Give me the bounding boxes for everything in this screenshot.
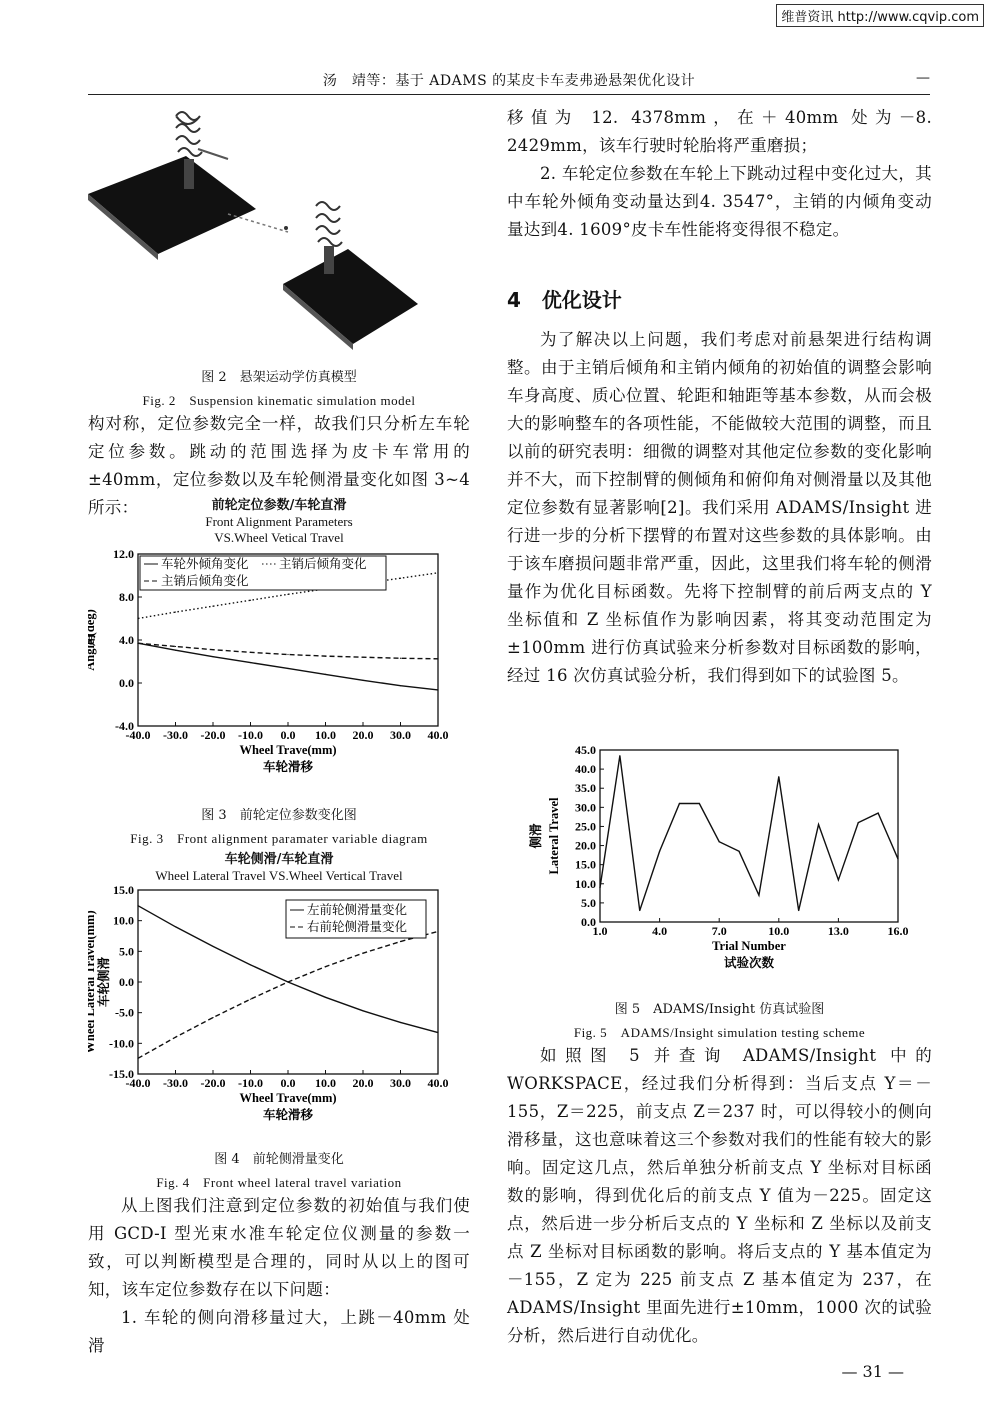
watermark: 维普资讯 http://www.cqvip.com — [776, 4, 984, 27]
fig5-chart — [520, 740, 920, 984]
series-line-1 — [138, 643, 438, 690]
x-axis-label: Wheel Trave(mm) — [239, 743, 337, 757]
paragraph-text: 构对称，定位参数完全一样，故我们只分析左车轮定位参数。跳动的范围选择为皮卡车常用的±40mm，定位参数以及车轮侧滑量变化如图 3~4 所示： — [88, 414, 470, 517]
fig4-title-en: Wheel Lateral Travel VS.Wheel Vertical Travel — [155, 868, 403, 883]
data-point — [250, 999, 251, 1000]
y-tick-label: 0.0 — [581, 915, 596, 929]
right-paragraph-2 — [507, 326, 932, 690]
data-point — [437, 1032, 438, 1033]
series-line-2 — [138, 931, 438, 1058]
data-point — [437, 689, 438, 690]
data-point — [659, 851, 660, 852]
x-tick-label: 7.0 — [711, 924, 727, 938]
data-point — [137, 643, 138, 644]
data-point — [878, 812, 879, 813]
data-point — [250, 964, 251, 965]
legend-label: 左前轮侧滑量变化 — [307, 902, 408, 917]
fig4-caption-cn: 图 4 前轮侧滑量变化 — [214, 1152, 344, 1167]
x-tick-label: 30.0 — [390, 728, 411, 742]
x-tick-label: 1.0 — [592, 924, 608, 938]
paragraph-text: 移值为 12. 4378mm，在＋40mm 处为－8. 2429mm，该车行驶时轮胎将严重磨损； — [507, 108, 932, 155]
y-axis-label: Angle (deg) — [88, 609, 97, 671]
data-point — [325, 997, 326, 998]
x-axis-label-cn: 车轮滑移 — [262, 759, 314, 774]
data-point — [719, 841, 720, 842]
data-point — [325, 656, 326, 657]
data-point — [400, 658, 401, 659]
data-point — [175, 611, 176, 612]
y-tick-label: 8.0 — [119, 590, 134, 604]
fig4-plot — [88, 884, 470, 1146]
y-tick-label: 10.0 — [575, 876, 596, 891]
data-point — [897, 858, 898, 859]
data-point — [175, 650, 176, 651]
fig5-caption-cn: 图 5 ADAMS/Insight 仿真试验图 — [614, 1002, 825, 1017]
suspension-model-image — [88, 104, 470, 354]
paragraph-text: 如照图 5 并查询 ADAMS/Insight 中的 WORKSPACE，经过我们分析得到：当后支点 Y＝－155，Z＝225，前支点 Z＝237 时，可以得较小的侧向滑移量，这也意味着这三个参数对我们的性能有较大的影响。固定这几点，然后单独分析前支点 Y 坐标对目标函数的影响，得到优化后的前支点 Y 值为－225。固定这点，然后进一步分析后支点的 Y 坐标和 Z 坐标以及前支点 Z 坐标对目标函数的影响。将后支点的 Y 基本值定为－155，Z 定为 225 前支点 Z 基本值定为 237，在 ADAMS/Insight 里面先进行±10mm，1000 次的试验分析，然后进行自动优化。 — [507, 1046, 932, 1345]
data-point — [798, 910, 799, 911]
y-tick-label: 30.0 — [575, 800, 596, 815]
x-tick-label: 40.0 — [427, 1076, 449, 1090]
data-point — [437, 931, 438, 932]
x-tick-label: 20.0 — [352, 1076, 374, 1090]
data-point — [250, 652, 251, 653]
data-point — [250, 600, 251, 601]
x-tick-label: 10.0 — [768, 924, 790, 938]
data-point — [287, 654, 288, 655]
fig3-caption-cn: 图 3 前轮定位参数变化图 — [201, 808, 357, 823]
y-tick-label: 5.0 — [119, 944, 134, 959]
paragraph-text: 2. 车轮定位参数在车轮上下跳动过程中变化过大，其中车轮外倾角变动量达到4. 3547°，主销的内倾角变动量达到4. 1609°皮卡车性能将变得很不稳定。 — [507, 164, 932, 239]
x-tick-label: -10.0 — [238, 728, 263, 742]
fig2-caption-en: Fig. 2 Suspension kinematic simulation model — [142, 393, 416, 408]
legend-label: 右前轮侧滑量变化 — [307, 919, 408, 934]
y-axis-label-cn: 车轮侧滑 — [96, 956, 111, 1008]
y-tick-label: 15.0 — [575, 857, 596, 872]
y-tick-label: -4.0 — [115, 719, 134, 733]
legend-label: 车轮外倾角变化 — [161, 556, 249, 571]
y-tick-label: 4.0 — [119, 633, 134, 647]
data-point — [400, 941, 401, 942]
data-point — [778, 776, 779, 777]
y-tick-label: 0.0 — [119, 676, 134, 690]
fig3-title-en-1: Front Alignment Parameters — [205, 514, 353, 529]
x-tick-label: 4.0 — [652, 924, 668, 938]
x-axis-label-cn: 试验次数 — [723, 955, 775, 970]
y-tick-label: 0.0 — [119, 975, 134, 989]
paragraph-text: 从上图我们注意到定位参数的初始值与我们使用 GCD-I 型光束水准车轮定位仪测量的参数一致，可以判断模型是合理的，同时从以上的图可知，该车定位参数存在以下问题： — [88, 1196, 470, 1299]
header-dash: — — [916, 70, 930, 86]
data-point — [287, 668, 288, 669]
y-tick-label: -15.0 — [109, 1067, 134, 1081]
data-point — [287, 594, 288, 595]
fig3-plot — [88, 546, 470, 796]
section-4-heading — [507, 284, 932, 313]
y-axis-label-cn — [88, 634, 97, 647]
y-tick-label: -5.0 — [115, 1005, 134, 1020]
left-paragraph-2 — [88, 1192, 470, 1360]
x-tick-label: -30.0 — [163, 1076, 188, 1090]
x-tick-label: -30.0 — [163, 728, 188, 742]
y-tick-label: 45.0 — [575, 743, 596, 757]
x-tick-label: 20.0 — [352, 728, 374, 742]
x-tick-label: -40.0 — [125, 728, 151, 742]
fig4-caption-en: Fig. 4 Front wheel lateral travel variation — [156, 1175, 402, 1190]
data-point — [250, 662, 251, 663]
data-point — [287, 981, 288, 982]
fig5-caption-en: Fig. 5 ADAMS/Insight simulation testing scheme — [573, 1025, 866, 1040]
data-point — [212, 1017, 213, 1018]
legend-label: 主销后倾角变化 — [279, 556, 367, 571]
data-point — [437, 572, 438, 573]
x-tick-label: -20.0 — [200, 1076, 226, 1090]
x-tick-label: 10.0 — [315, 1076, 336, 1090]
data-point — [212, 606, 213, 607]
fig5-plot — [520, 740, 920, 980]
y-tick-label: 20.0 — [575, 838, 596, 853]
x-tick-label: 0.0 — [280, 728, 296, 742]
data-point — [437, 658, 438, 659]
data-point — [758, 895, 759, 896]
data-point — [212, 946, 213, 947]
data-point — [858, 822, 859, 823]
x-axis-label: Trial Number — [712, 939, 786, 953]
data-point — [679, 803, 680, 804]
data-point — [175, 646, 176, 647]
data-point — [400, 578, 401, 579]
x-tick-label: 16.0 — [887, 924, 909, 938]
section-number: 4 — [507, 288, 521, 312]
page-number: — 31 — — [841, 1362, 904, 1381]
data-point — [212, 656, 213, 657]
data-point — [137, 618, 138, 619]
y-tick-label: 10.0 — [113, 913, 134, 928]
x-tick-label: -10.0 — [238, 1076, 263, 1090]
data-point — [325, 674, 326, 675]
data-point — [838, 879, 839, 880]
data-point — [599, 887, 600, 888]
fig3-title-en-2: VS.Wheel Vetical Travel — [214, 530, 344, 545]
legend-label: 主销后倾角变化 — [161, 573, 249, 588]
data-point — [362, 657, 363, 658]
y-tick-label: 35.0 — [575, 781, 596, 796]
fig3-caption-en: Fig. 3 Front alignment paramater variable diagram — [130, 831, 428, 846]
data-point — [137, 1058, 138, 1059]
x-axis-label: Wheel Trave(mm) — [239, 1091, 337, 1105]
data-point — [619, 755, 620, 756]
y-axis-label: Wheel Lateral Travel(mm) — [88, 910, 97, 1054]
right-paragraphs-1 — [507, 104, 932, 244]
y-tick-label: 5.0 — [581, 895, 596, 910]
fig3-chart — [88, 498, 470, 800]
y-axis-label-cn: 侧滑 — [528, 823, 543, 849]
running-header: 汤 靖等：基于 ADAMS 的某皮卡车麦弗逊悬架优化设计 — [322, 73, 696, 89]
x-tick-label: 30.0 — [390, 1076, 411, 1090]
x-axis-label-cn: 车轮滑移 — [262, 1107, 314, 1122]
x-tick-label: 13.0 — [827, 924, 849, 938]
data-point — [400, 1022, 401, 1023]
fig3-title-cn: 前轮定位参数/车轮直滑 — [211, 498, 347, 513]
data-point — [175, 1037, 176, 1038]
fig4-title-cn: 车轮侧滑/车轮直滑 — [224, 852, 334, 867]
x-tick-label: 40.0 — [427, 728, 449, 742]
y-tick-label: 15.0 — [113, 884, 134, 897]
paragraph-text: 为了解决以上问题，我们考虑对前悬架进行结构调整。由于主销后倾角和主销内倾角的初始值的调整会影响车身高度、质心位置、轮距和轴距等基本参数，从而会极大的影响整车的各项性能，不能做较大范围的调整，而且以前的研究表明：细微的调整对其他定位参数的变化影响并不大，而下控制臂的侧倾角和俯仰角对侧滑量以及其他定位参数有显著影响[2]。我们采用 ADAMS/Insight 进行进一步的分析下摆臂的布置对这些参数的具体影响。由于该车磨损问题非常严重，因此，这里我们将车轮的侧滑量作为优化目标函数。先将下控制臂的前后两支点的 Y 坐标值和 Z 坐标值作为影响因素，将其变动范围定为±100mm 进行仿真试验来分析参数对目标函数的影响，经过 16 次仿真试验分析，我们得到如下的试验图 5。 — [507, 330, 932, 685]
header-rule — [88, 94, 930, 95]
data-point — [699, 803, 700, 804]
x-tick-label: 10.0 — [315, 728, 336, 742]
y-tick-label: 12.0 — [113, 547, 134, 561]
data-point — [738, 851, 739, 852]
series-line-1 — [600, 756, 898, 911]
data-point — [639, 910, 640, 911]
x-tick-label: 0.0 — [280, 1076, 296, 1090]
data-point — [400, 685, 401, 686]
data-point — [818, 824, 819, 825]
fig2-figure — [88, 104, 470, 358]
y-tick-label: -10.0 — [109, 1036, 134, 1051]
data-point — [362, 1010, 363, 1011]
right-paragraph-3 — [507, 1042, 932, 1350]
paragraph-text: 1. 车轮的侧向滑移量过大，上跳－40mm 处滑 — [88, 1308, 470, 1355]
fig2-caption-cn: 图 2 悬架运动学仿真模型 — [201, 370, 357, 385]
section-title: 优化设计 — [541, 288, 622, 312]
data-point — [325, 966, 326, 967]
data-point — [137, 905, 138, 906]
y-tick-label: 40.0 — [575, 762, 596, 777]
x-tick-label: -40.0 — [125, 1076, 151, 1090]
data-point — [212, 649, 213, 650]
data-point — [362, 953, 363, 954]
data-point — [362, 680, 363, 681]
data-point — [175, 926, 176, 927]
y-axis-label: Lateral Travel — [547, 797, 561, 875]
fig4-chart — [88, 852, 470, 1150]
y-tick-label: 25.0 — [575, 819, 596, 834]
x-tick-label: -20.0 — [200, 728, 226, 742]
